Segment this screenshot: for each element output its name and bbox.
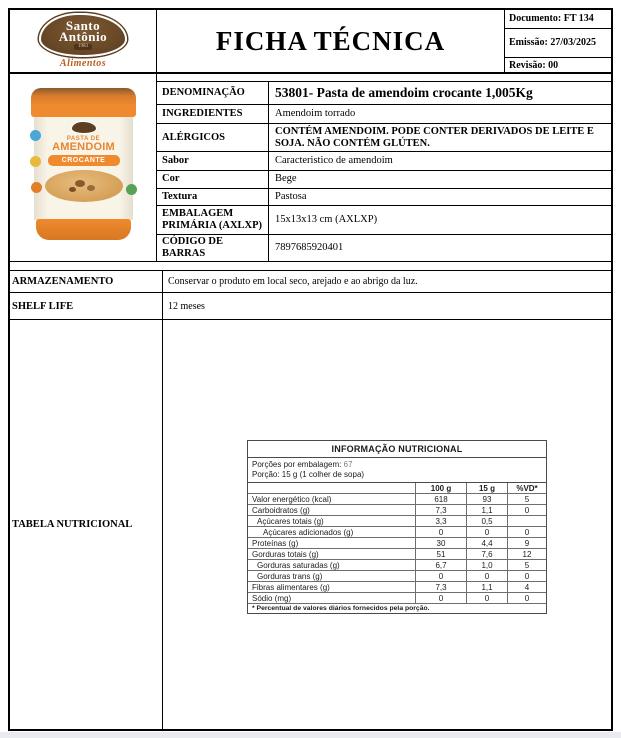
details-table: [157, 74, 611, 261]
detail-value: Amendoim torrado: [275, 108, 356, 120]
detail-label: INGREDIENTES: [157, 105, 269, 123]
emission-date: Emissão: 27/03/2025: [505, 29, 611, 58]
detail-value: 7897685920401: [275, 241, 344, 253]
value-100g: 7,3: [416, 505, 467, 515]
value-15g: 4,4: [467, 538, 508, 548]
value-vd: 0: [524, 571, 530, 581]
brand-tagline: Alimentos: [59, 58, 107, 69]
table-row-denominacao: [157, 82, 611, 106]
detail-label: DENOMINAÇÃO: [157, 82, 269, 105]
value-15g: 1,1: [467, 582, 508, 592]
detail-label: Textura: [157, 189, 269, 205]
nutrition-facts-table: [247, 440, 547, 614]
value-15g: 1,0: [467, 560, 508, 570]
detail-value: Bege: [275, 173, 297, 185]
col-header-15g: 15 g: [467, 483, 508, 493]
brand-name-line2: Antônio: [58, 29, 108, 44]
brand-logo-blob: [39, 13, 127, 57]
peanut-icon: [75, 180, 85, 187]
value-15g: 0,5: [467, 516, 508, 526]
product-photo-cell: [10, 74, 157, 261]
detail-label: EMBALAGEM PRIMÁRIA (AXLXP): [157, 206, 269, 234]
servings-label: Porções por embalagem:: [252, 460, 342, 469]
revision-number: Revisão: 00: [509, 60, 559, 71]
page-bottom-edge: [0, 732, 621, 738]
nutrition-header-blank: [248, 483, 416, 493]
nutrition-row: [248, 549, 546, 560]
document-info: [505, 10, 611, 72]
value-vd: 0: [524, 527, 530, 537]
nutrition-row: [248, 505, 546, 516]
detail-value: CONTÉM AMENDOIM. PODE CONTER DERIVADOS DE LEITE E SOJA. NÃO CONTÉM GLÚTEN.: [275, 125, 594, 149]
product-ribbon: CROCANTE: [48, 155, 120, 166]
table-row-codigo-barras: [157, 235, 611, 261]
nutrition-row: [248, 582, 546, 593]
brand-name-line1: Santo: [65, 18, 101, 33]
value-15g: 0: [467, 571, 508, 581]
nutrition-section: [10, 320, 611, 729]
value-100g: 0: [416, 593, 467, 603]
detail-value: Pastosa: [275, 190, 307, 202]
nutrition-row: [248, 571, 546, 582]
nutrition-row: [248, 516, 546, 527]
storage-label: ARMAZENAMENTO: [10, 271, 163, 292]
table-row-embalagem: [157, 206, 611, 235]
nutrition-row: [248, 494, 546, 505]
brand-logo-cell: [10, 10, 157, 72]
nutrient-name: Valor energético (kcal): [248, 494, 416, 504]
value-100g: 7,3: [416, 582, 467, 592]
brand-year: 1983: [74, 44, 92, 50]
value-vd: 9: [524, 538, 530, 548]
servings-value: 67: [343, 460, 353, 469]
portion-line: Porção: 15 g (1 colher de sopa): [252, 470, 365, 479]
product-label: [34, 117, 133, 220]
nutrient-name: Proteínas (g): [248, 538, 416, 548]
storage-row: [10, 271, 611, 293]
document-number: Documento: FT 134: [505, 10, 611, 29]
nutrient-name: Carboidratos (g): [248, 505, 416, 515]
value-vd: 5: [524, 494, 530, 504]
value-vd: 12: [522, 549, 532, 559]
table-row-alergicos: [157, 124, 611, 152]
nutrition-portions: [248, 458, 546, 483]
nutrition-header-row: [248, 483, 546, 494]
value-vd: 5: [524, 560, 530, 570]
product-photo: [34, 88, 133, 240]
value-100g: 618: [416, 494, 467, 504]
nutrient-name: Gorduras totais (g): [248, 549, 416, 559]
nutrition-section-label: TABELA NUTRICIONAL: [10, 320, 163, 729]
value-15g: 93: [467, 494, 508, 504]
title-cell: [157, 10, 505, 72]
detail-value: 53801- Pasta de amendoim crocante 1,005Kg: [275, 84, 533, 100]
value-100g: 30: [416, 538, 467, 548]
spacer: [10, 262, 611, 271]
nutrition-footnote: * Percentual de valores diários fornecidos pela porção.: [252, 605, 430, 612]
value-15g: 0: [467, 527, 508, 537]
spacer: [157, 74, 611, 82]
label-badge-blue: [30, 130, 41, 141]
product-base: [36, 219, 131, 240]
value-15g: 0: [467, 593, 508, 603]
nutrient-name: Fibras alimentares (g): [248, 582, 416, 592]
peanut-spread-image: [45, 170, 123, 202]
col-header-100g: 100 g: [416, 483, 467, 493]
value-vd: 4: [524, 582, 530, 592]
value-100g: 3,3: [416, 516, 467, 526]
nutrition-row: [248, 538, 546, 549]
label-badge-yellow: [30, 156, 41, 167]
shelf-life-label: SHELF LIFE: [10, 293, 163, 319]
value-100g: 51: [416, 549, 467, 559]
table-row-textura: [157, 189, 611, 206]
nutrient-name: Gorduras saturadas (g): [248, 560, 416, 570]
nutrient-name: Açúcares adicionados (g): [248, 527, 416, 537]
nutrient-name: Açúcares totais (g): [248, 516, 416, 526]
detail-label: Cor: [157, 171, 269, 188]
nutrient-name: Sódio (mg): [248, 593, 416, 603]
shelf-life-row: [10, 293, 611, 320]
peanut-icon: [69, 187, 76, 192]
value-vd: 0: [524, 593, 530, 603]
detail-value: 15x13x13 cm (AXLXP): [275, 213, 378, 225]
product-name-line2: AMENDOIM: [52, 141, 115, 153]
detail-label: ALÉRGICOS: [157, 124, 269, 151]
nutrition-row: [248, 593, 546, 604]
label-badge-green: [126, 184, 137, 195]
header: [10, 10, 611, 74]
nutrient-name: Gorduras trans (g): [248, 571, 416, 581]
brand-logo: [39, 13, 127, 69]
nutrition-row: [248, 560, 546, 571]
table-row-cor: [157, 171, 611, 189]
col-header-vd: %VD*: [516, 483, 538, 493]
value-100g: 0: [416, 571, 467, 581]
nutrition-section-content: [163, 320, 611, 729]
page-title: FICHA TÉCNICA: [215, 25, 446, 56]
nutrition-title: INFORMAÇÃO NUTRICIONAL: [248, 441, 546, 458]
value-vd: [508, 516, 546, 526]
value-15g: 1,1: [467, 505, 508, 515]
detail-label: Sabor: [157, 152, 269, 170]
storage-value: Conservar o produto em local seco, arejado e ao abrigo da luz.: [168, 276, 418, 287]
product-brand-mark: [71, 121, 97, 134]
peanut-icon: [87, 185, 95, 191]
product-lid: [31, 88, 136, 117]
document-frame: [8, 8, 613, 731]
value-100g: 6,7: [416, 560, 467, 570]
detail-label: CÓDIGO DE BARRAS: [157, 235, 269, 261]
detail-value: Caracteristico de amendoim: [275, 155, 393, 167]
label-badge-orange: [31, 182, 42, 193]
shelf-life-value: 12 meses: [168, 300, 205, 312]
product-details-section: [10, 74, 611, 262]
table-row-sabor: [157, 152, 611, 171]
product-name-line1: PASTA DE: [66, 136, 101, 142]
value-vd: 0: [524, 505, 530, 515]
value-15g: 7,6: [467, 549, 508, 559]
table-row-ingredientes: [157, 105, 611, 124]
nutrition-row: [248, 527, 546, 538]
value-100g: 0: [416, 527, 467, 537]
